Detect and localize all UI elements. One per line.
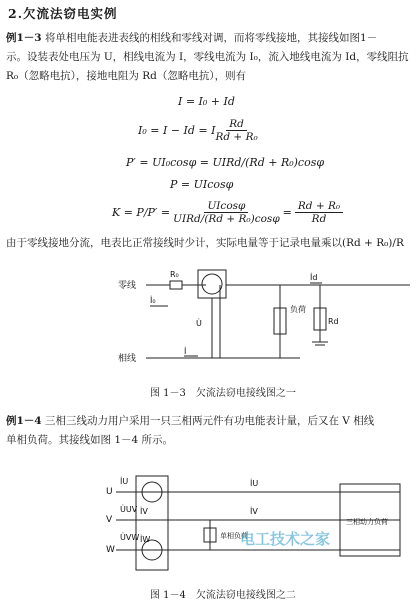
equation-4: P = UIcosφ (170, 178, 234, 191)
id-label: İd (310, 273, 318, 282)
figure-1-4-diagram (100, 470, 420, 580)
equation-2-left: I₀ = I − Id = I (138, 124, 216, 137)
example1-line2: 示。设装表处电压为 U，相线电流为 I，零线电流为 I₀，流入地线电流为 Id，零线阻抗 (6, 51, 409, 63)
equation-5-fraction-2 (295, 200, 343, 225)
three-phase-load-label: 三相动力负荷 (346, 518, 388, 526)
example2-line2: 单相负荷。其接线如图 1－4 所示。 (6, 434, 174, 446)
equation-5-fraction-1 (173, 200, 280, 225)
r0-resistor (170, 281, 182, 289)
r0-label: R₀ (170, 270, 179, 279)
equation-5-den2: Rd (311, 213, 327, 225)
example1-text1: 将单相电能表进表线的相线和零线对调，而将零线接地，其接线如图1－ (44, 32, 378, 44)
figure-1-4-caption: 图 1－4 欠流法窃电接线图之二 (150, 590, 296, 601)
equation-2-fraction (215, 118, 257, 143)
equation-5-left: K = P/P′ = (112, 206, 171, 219)
neutral-label: 零线 (118, 281, 137, 291)
iu2-label: İU (250, 479, 259, 488)
equation-5-num1: UIcosφ (204, 200, 248, 213)
i0-label: İ₀ (150, 296, 156, 305)
equation-3: P′ = UI₀cosφ = UIRd/(Rd + R₀)cosφ (126, 156, 325, 169)
equation-2 (138, 118, 258, 143)
iw-label: İW (140, 535, 151, 544)
example2-label: 例1－4 (6, 415, 42, 427)
example1-line3: R₀（忽略电抗），接地电阻为 Rd（忽略电抗），则有 (6, 70, 247, 82)
figure-1-3-caption: 图 1－3 欠流法窃电接线图之一 (150, 388, 296, 399)
figure-1-3-diagram (100, 262, 420, 382)
section-title: 2.欠流法窃电实例 (8, 6, 118, 21)
meter-frame (136, 476, 168, 570)
load-label: 负荷 (290, 305, 306, 314)
example2-line1 (6, 412, 374, 431)
iv-label: İV (140, 507, 148, 516)
equation-5-equals: = (282, 206, 292, 219)
uvw-label: U̇VW (120, 533, 140, 542)
rd-label: Rd (328, 317, 339, 326)
w-line-label: W (106, 545, 115, 555)
example1-label: 例1－3 (6, 32, 42, 44)
v-line-label: V (106, 515, 113, 525)
single-phase-load-label: 单相负荷 (220, 532, 248, 540)
iv2-label: İV (250, 507, 258, 516)
phase-label: 相线 (118, 354, 137, 364)
example2-text1: 三相三线动力用户采用一只三相两元件有功电能表计量，后又在 V 相线 (44, 415, 375, 427)
equation-5-den1: UIRd/(Rd + R₀)cosφ (173, 213, 280, 225)
conclusion-text: 由于零线接地分流，电表比正常接线时少计，实际电量等于记录电量乘以(Rd + R₀)/R (6, 237, 404, 249)
equation-1: I = I₀ + Id (178, 95, 235, 108)
equation-5-num2: Rd + R₀ (295, 200, 343, 213)
u-line-label: U (106, 487, 113, 497)
watermark: 电工技术之家 (240, 530, 331, 548)
uuv-label: U̇UV (120, 505, 138, 514)
iu-label: İU (120, 477, 129, 486)
equation-5 (112, 200, 343, 225)
meter-current-coil (202, 274, 222, 294)
i-label: İ (184, 347, 187, 356)
equation-2-den: Rd + R₀ (215, 131, 258, 143)
u-label: U̇ (196, 319, 202, 328)
example1-line1 (6, 29, 377, 48)
equation-2-num: Rd (226, 118, 247, 131)
